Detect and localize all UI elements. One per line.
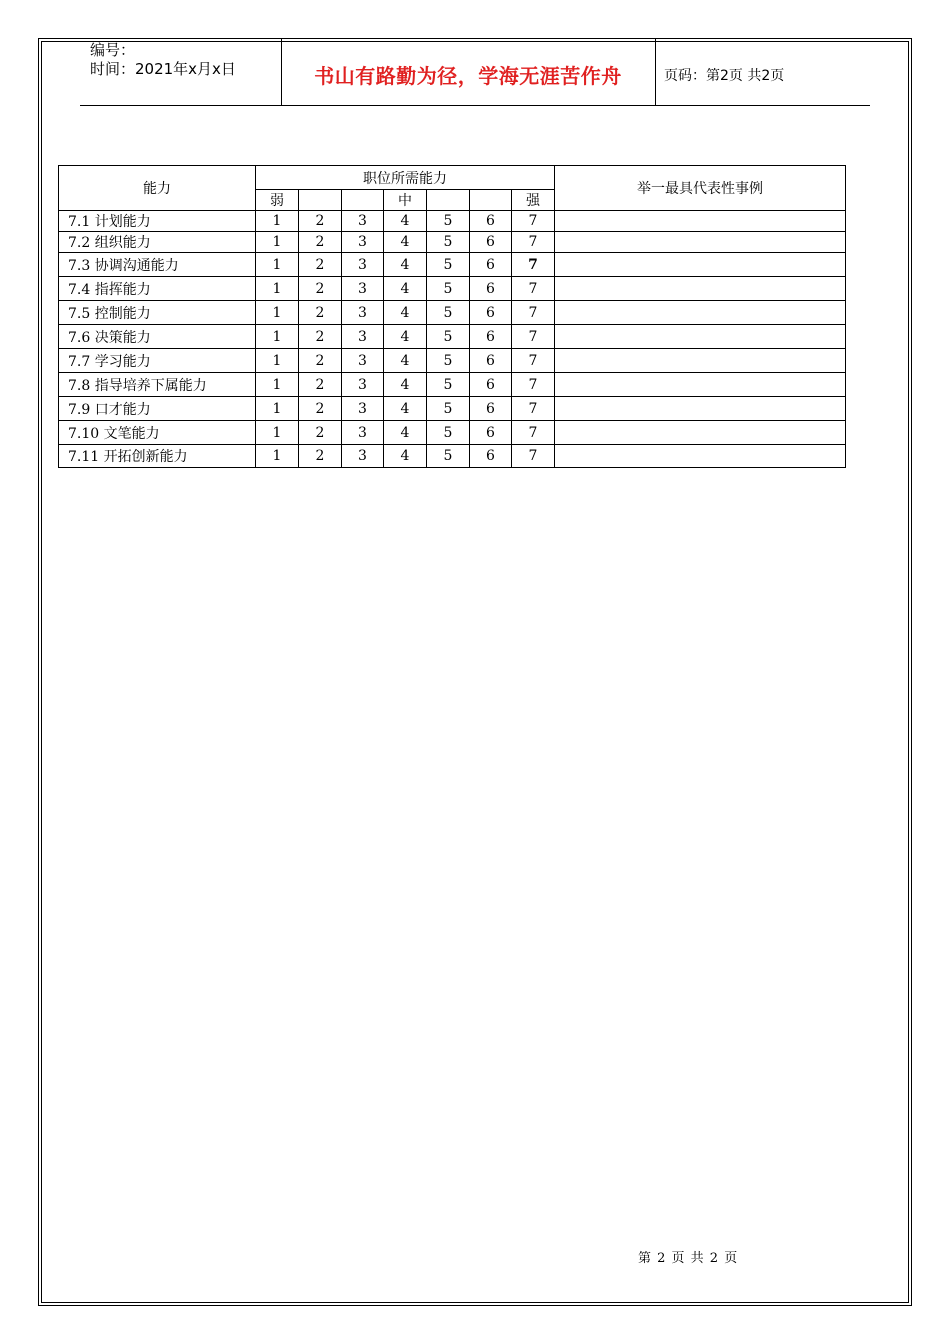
table-row xyxy=(59,253,846,277)
example-cell[interactable] xyxy=(555,397,846,421)
header-divider-right xyxy=(655,39,656,105)
level-cell: 3 xyxy=(342,421,384,445)
example-cell[interactable] xyxy=(555,349,846,373)
level-cell: 2 xyxy=(299,349,342,373)
table-row xyxy=(59,211,846,232)
example-cell[interactable] xyxy=(555,325,846,349)
header-page-info: 页码：第2页 共2页 xyxy=(664,68,785,84)
level-cell: 3 xyxy=(342,373,384,397)
example-cell[interactable] xyxy=(555,373,846,397)
level-cell: 1 xyxy=(256,373,299,397)
level-cell: 3 xyxy=(342,211,384,232)
level-cell: 1 xyxy=(256,421,299,445)
ability-name: 7.3 协调沟通能力 xyxy=(59,253,256,277)
level-cell: 7 xyxy=(512,349,555,373)
required-ability-header: 职位所需能力 xyxy=(256,166,555,190)
level-cell: 1 xyxy=(256,232,299,253)
example-column-header: 举一最具代表性事例 xyxy=(555,166,846,211)
level-cell: 7 xyxy=(512,325,555,349)
level-cell: 4 xyxy=(384,373,427,397)
example-cell[interactable] xyxy=(555,421,846,445)
level-cell: 5 xyxy=(427,373,470,397)
level-cell: 6 xyxy=(470,277,512,301)
level-cell: 1 xyxy=(256,277,299,301)
level-cell: 6 xyxy=(470,373,512,397)
level-cell: 3 xyxy=(342,325,384,349)
level-cell: 6 xyxy=(470,232,512,253)
scale-label xyxy=(470,190,512,211)
level-cell: 6 xyxy=(470,253,512,277)
level-cell: 5 xyxy=(427,349,470,373)
level-cell: 1 xyxy=(256,253,299,277)
level-cell: 4 xyxy=(384,277,427,301)
footer-page-number: 第 2 页 共 2 页 xyxy=(638,1251,739,1266)
ability-table xyxy=(58,165,846,468)
level-cell: 2 xyxy=(299,277,342,301)
level-cell: 5 xyxy=(427,325,470,349)
level-cell: 3 xyxy=(342,253,384,277)
level-cell: 6 xyxy=(470,421,512,445)
scale-label: 强 xyxy=(512,190,555,211)
level-cell: 2 xyxy=(299,397,342,421)
document-header xyxy=(80,38,870,106)
level-cell: 7 xyxy=(512,253,555,277)
level-cell: 7 xyxy=(512,232,555,253)
code-label: 编号： xyxy=(90,41,136,59)
example-cell[interactable] xyxy=(555,232,846,253)
table-row xyxy=(59,277,846,301)
level-cell: 2 xyxy=(299,445,342,468)
ability-column-header: 能力 xyxy=(59,166,256,211)
level-cell: 4 xyxy=(384,397,427,421)
level-cell: 7 xyxy=(512,421,555,445)
ability-name: 7.9 口才能力 xyxy=(59,397,256,421)
level-cell: 6 xyxy=(470,301,512,325)
level-cell: 5 xyxy=(427,277,470,301)
level-cell: 3 xyxy=(342,445,384,468)
level-cell: 4 xyxy=(384,211,427,232)
level-cell: 3 xyxy=(342,397,384,421)
level-cell: 7 xyxy=(512,301,555,325)
level-cell: 5 xyxy=(427,301,470,325)
level-cell: 3 xyxy=(342,232,384,253)
ability-name: 7.7 学习能力 xyxy=(59,349,256,373)
ability-name: 7.4 指挥能力 xyxy=(59,277,256,301)
level-cell: 5 xyxy=(427,232,470,253)
level-cell: 5 xyxy=(427,445,470,468)
ability-name: 7.11 开拓创新能力 xyxy=(59,445,256,468)
level-cell: 4 xyxy=(384,301,427,325)
level-cell: 2 xyxy=(299,253,342,277)
scale-label: 中 xyxy=(384,190,427,211)
table-row xyxy=(59,445,846,468)
level-cell: 1 xyxy=(256,211,299,232)
date-line: 时间：2021年x月x日 xyxy=(90,60,236,78)
ability-name: 7.8 指导培养下属能力 xyxy=(59,373,256,397)
header-meta xyxy=(90,41,236,79)
table-row xyxy=(59,397,846,421)
level-cell: 7 xyxy=(512,373,555,397)
level-cell: 6 xyxy=(470,349,512,373)
example-cell[interactable] xyxy=(555,211,846,232)
scale-label: 弱 xyxy=(256,190,299,211)
level-cell: 1 xyxy=(256,349,299,373)
scale-label xyxy=(427,190,470,211)
example-cell[interactable] xyxy=(555,301,846,325)
ability-name: 7.6 决策能力 xyxy=(59,325,256,349)
table-header-row xyxy=(59,166,846,190)
level-cell: 6 xyxy=(470,211,512,232)
level-cell: 2 xyxy=(299,232,342,253)
ability-name: 7.1 计划能力 xyxy=(59,211,256,232)
table-row xyxy=(59,349,846,373)
level-cell: 6 xyxy=(470,325,512,349)
example-cell[interactable] xyxy=(555,277,846,301)
level-cell: 1 xyxy=(256,397,299,421)
level-cell: 5 xyxy=(427,421,470,445)
ability-name: 7.10 文笔能力 xyxy=(59,421,256,445)
level-cell: 4 xyxy=(384,349,427,373)
level-cell: 2 xyxy=(299,301,342,325)
table-row xyxy=(59,373,846,397)
level-cell: 7 xyxy=(512,397,555,421)
example-cell[interactable] xyxy=(555,445,846,468)
scale-label xyxy=(299,190,342,211)
level-cell: 2 xyxy=(299,211,342,232)
level-cell: 7 xyxy=(512,211,555,232)
level-cell: 6 xyxy=(470,397,512,421)
level-cell: 4 xyxy=(384,325,427,349)
example-cell[interactable] xyxy=(555,253,846,277)
level-cell: 4 xyxy=(384,421,427,445)
level-cell: 4 xyxy=(384,232,427,253)
scale-label xyxy=(342,190,384,211)
level-cell: 4 xyxy=(384,253,427,277)
level-cell: 7 xyxy=(512,445,555,468)
level-cell: 6 xyxy=(470,445,512,468)
level-cell: 1 xyxy=(256,301,299,325)
level-cell: 2 xyxy=(299,373,342,397)
table-row xyxy=(59,325,846,349)
level-cell: 2 xyxy=(299,325,342,349)
level-cell: 5 xyxy=(427,211,470,232)
level-cell: 5 xyxy=(427,397,470,421)
ability-name: 7.2 组织能力 xyxy=(59,232,256,253)
table-row xyxy=(59,421,846,445)
level-cell: 1 xyxy=(256,445,299,468)
level-cell: 4 xyxy=(384,445,427,468)
level-cell: 7 xyxy=(512,277,555,301)
table-row xyxy=(59,232,846,253)
level-cell: 3 xyxy=(342,301,384,325)
header-motto: 书山有路勤为径，学海无涯苦作舟 xyxy=(314,64,622,88)
level-cell: 2 xyxy=(299,421,342,445)
level-cell: 3 xyxy=(342,349,384,373)
table-row xyxy=(59,301,846,325)
level-cell: 5 xyxy=(427,253,470,277)
ability-name: 7.5 控制能力 xyxy=(59,301,256,325)
level-cell: 3 xyxy=(342,277,384,301)
level-cell: 1 xyxy=(256,325,299,349)
